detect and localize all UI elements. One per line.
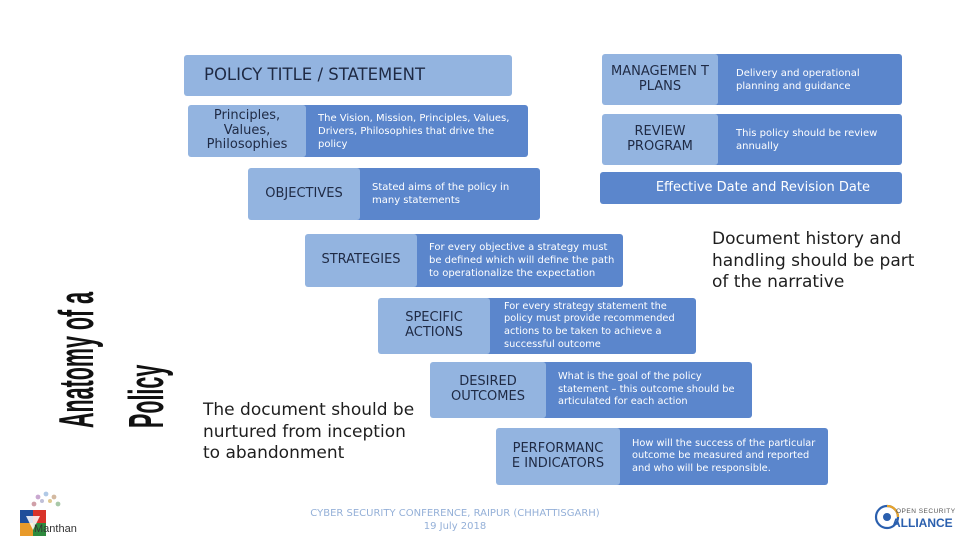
management-label: MANAGEMEN T PLANS — [610, 63, 709, 94]
outcomes-box — [430, 362, 546, 418]
effective-date: Effective Date and Revision Date — [655, 179, 870, 195]
manthan-logo — [8, 488, 100, 538]
vertical-title-line2: Policy — [118, 364, 175, 428]
actions-description: For every strategy statement the policy must provide recommended actions to be taken to achieve a successful outcome — [504, 300, 675, 350]
principles-box — [188, 105, 306, 157]
vertical-title — [48, 90, 175, 430]
manthan-logo-text: Manthan — [34, 523, 77, 535]
objectives-desc-box — [330, 168, 540, 220]
osa-logo-bottom-text: ALLIANCE — [892, 516, 953, 530]
indicators-box — [496, 428, 620, 485]
review-box — [602, 114, 718, 165]
osa-logo-top-text: OPEN SECURITY — [896, 508, 956, 515]
management-box — [602, 54, 718, 105]
strategies-box — [305, 234, 417, 287]
principles-desc-box — [280, 105, 528, 157]
note-nurture: The document should be nurtured from inception to abandonment — [203, 400, 415, 464]
objectives-description: Stated aims of the policy in many statements — [372, 182, 510, 206]
principles-description: The Vision, Mission, Principles, Values, Drivers, Philosophies that drive the policy — [318, 112, 510, 150]
note-history: Document history and handling should be part of the narrative — [712, 229, 915, 293]
footer-conference: CYBER SECURITY CONFERENCE, RAIPUR (CHHATTISGARH) — [310, 508, 600, 519]
review-label: REVIEW PROGRAM — [627, 123, 693, 154]
indicators-desc-box — [602, 428, 828, 485]
principles-label: Principles, Values, Philosophies — [206, 107, 288, 153]
review-desc-box — [700, 114, 902, 165]
strategies-label: STRATEGIES — [321, 252, 401, 268]
actions-desc-box — [470, 298, 696, 354]
footer — [290, 508, 620, 533]
review-description: This policy should be review annually — [736, 127, 878, 152]
management-description: Delivery and operational planning and guidance — [736, 67, 860, 92]
policy-title: POLICY TITLE / STATEMENT — [204, 65, 426, 85]
osa-logo — [874, 500, 958, 538]
policy-title-box — [184, 55, 512, 96]
effective-date-box — [600, 172, 902, 204]
objectives-label: OBJECTIVES — [265, 185, 343, 201]
outcomes-label: DESIRED OUTCOMES — [451, 374, 525, 404]
actions-box — [378, 298, 490, 354]
objectives-box — [248, 168, 360, 220]
indicators-description: How will the success of the particular outcome be measured and reported and who will be responsible. — [632, 437, 816, 474]
outcomes-description: What is the goal of the policy statement – this outcome should be articulated for each action — [558, 371, 735, 408]
footer-date: 19 July 2018 — [423, 520, 487, 532]
indicators-label: PERFORMANC E INDICATORS — [511, 440, 605, 471]
outcomes-desc-box — [526, 362, 752, 418]
vertical-title-line1: Anatomy of a — [48, 291, 105, 428]
management-desc-box — [700, 54, 902, 105]
strategies-description: For every objective a strategy must be defined which will define the path to operationalize the expectation — [429, 242, 615, 279]
strategies-desc-box — [395, 234, 623, 287]
actions-label: SPECIFIC ACTIONS — [405, 310, 463, 340]
